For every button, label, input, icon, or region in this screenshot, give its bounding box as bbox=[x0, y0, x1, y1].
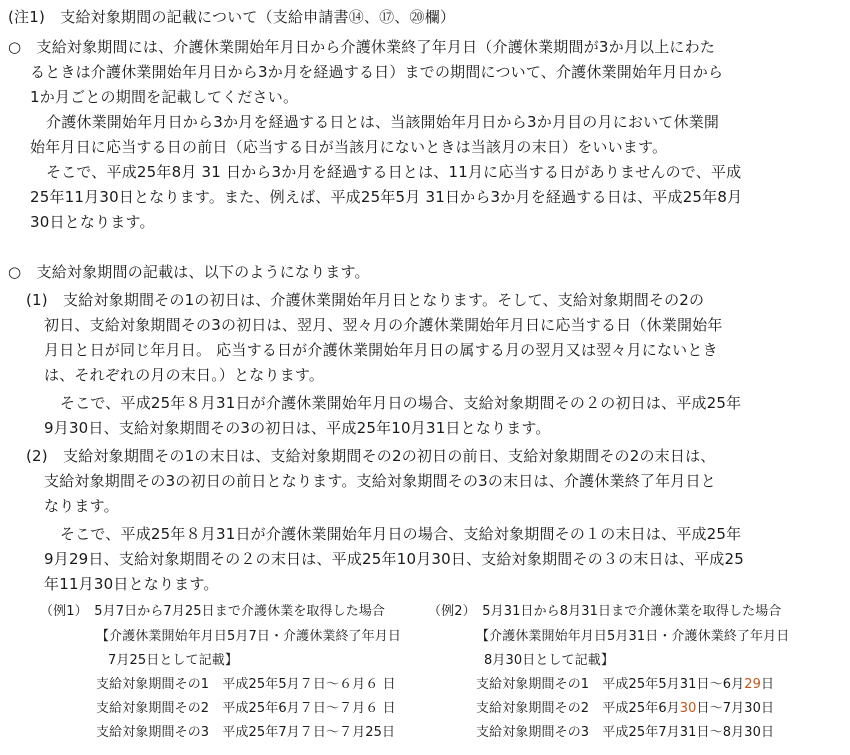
example1-bracket-line-2: 7月25日として記載】 bbox=[108, 653, 238, 668]
example2-heading: （例2） 5月31日から8月31日まで介護休業を取得した場合 bbox=[428, 604, 782, 619]
example1-row-1: 支給対象期間その1 平成25年5月７日～６月６ 日 bbox=[96, 677, 396, 692]
example2-row-1-highlight: 29 bbox=[744, 677, 761, 692]
example2-row-1-suffix: 日 bbox=[760, 677, 775, 692]
example2-row-1 bbox=[476, 676, 774, 694]
section1-line-3: 1か月ごとの期間を記載してください。 bbox=[30, 88, 299, 106]
example1-bracket-line-1: 【介護休業開始年月日5月7日・介護休業終了年月日 bbox=[96, 629, 401, 644]
example2-row-3-text: 支給対象期間その3 平成25年7月31日～8月30日 bbox=[476, 725, 775, 740]
section2-line-10: なります。 bbox=[44, 497, 119, 515]
example2-row-3 bbox=[476, 724, 774, 742]
section2-line-5: は、それぞれの月の末日。）となります。 bbox=[44, 366, 325, 384]
section2-line-8: (2) 支給対象期間その1の末日は、支給対象期間その2の初日の前日、支給対象期間その2の末日は、 bbox=[26, 447, 716, 465]
example2-bracket-line-2: 8月30日として記載】 bbox=[484, 653, 614, 668]
section2-line-3: 初日、支給対象期間その3の初日は、翌月、翌々月の介護休業開始年月日に応当する日（休業開始年 bbox=[44, 316, 723, 334]
section2-line-7: 9月30日、支給対象期間その3の初日は、平成25年10月31日となります。 bbox=[44, 419, 551, 437]
example2-row-2 bbox=[476, 700, 774, 718]
section2-line-11: そこで、平成25年８月31日が介護休業開始年月日の場合、支給対象期間その１の末日は、平成25年 bbox=[60, 525, 742, 543]
example1-heading: （例1） 5月7日から7月25日まで介護休業を取得した場合 bbox=[40, 604, 386, 619]
section2-line-4: 月日と日が同じ年月日。 応当する日が介護休業開始年月日の属する月の翌月又は翌々月にないとき bbox=[44, 341, 718, 359]
section2-line-12: 9月29日、支給対象期間その２の末日は、平成25年10月30日、支給対象期間その３の末日は、平成25 bbox=[44, 550, 744, 568]
section2-line-1: ○ 支給対象期間の記載は、以下のようになります。 bbox=[8, 263, 370, 281]
section1-line-1: ○ 支給対象期間には、介護休業開始年月日から介護休業終了年月日（介護休業期間が3か月以上にわた bbox=[8, 38, 716, 56]
example2-row-2-highlight: 30 bbox=[679, 701, 697, 716]
example2-bracket-line-1: 【介護休業開始年月日5月31日・介護休業終了年月日 bbox=[476, 629, 790, 644]
section1-line-2: るときは介護休業開始年月日から3か月を経過する日）までの期間について、介護休業開始年月日から bbox=[30, 63, 724, 81]
section2-line-13: 年11月30日となります。 bbox=[44, 575, 219, 593]
section2-line-6: そこで、平成25年８月31日が介護休業開始年月日の場合、支給対象期間その２の初日は、平成25年 bbox=[60, 394, 742, 412]
section2-line-2: (1) 支給対象期間その1の初日は、介護休業開始年月日となります。そして、支給対象期間その2の bbox=[26, 291, 705, 309]
example2-row-1-text: 支給対象期間その1 平成25年5月31日～6月 bbox=[476, 677, 745, 692]
section1-line-6: そこで、平成25年8月 31 日から3か月を経過する日とは、11月に応当する日がありませんので、平成 bbox=[46, 163, 742, 181]
section1-line-7: 25年11月30日となります。また、例えば、平成25年5月 31日から3か月を経過する日は、平成25年8月 bbox=[30, 188, 743, 206]
note-title: (注1) 支給対象期間の記載について（支給申請書⑭、⑰、⑳欄） bbox=[8, 8, 456, 26]
example2-row-2-text: 支給対象期間その2 平成25年6月 bbox=[476, 701, 680, 716]
section2-line-9: 支給対象期間その3の初日の前日となります。支給対象期間その3の末日は、介護休業終了年月日と bbox=[44, 472, 716, 490]
section1-line-5: 始年月日に応当する日の前日（応当する日が当該月にないときは当該月の末日）をいいます。 bbox=[30, 138, 668, 156]
example1-row-2: 支給対象期間その2 平成25年6月７日～７月６ 日 bbox=[96, 701, 396, 716]
example1-row-3: 支給対象期間その3 平成25年7月７日～７月25日 bbox=[96, 725, 396, 740]
section1-line-4: 介護休業開始年月日から3か月を経過する日とは、当該開始年月日から3か月目の月において休業開 bbox=[46, 113, 720, 131]
example2-row-2-suffix: 日～7月30日 bbox=[696, 701, 775, 716]
section1-line-8: 30日となります。 bbox=[30, 213, 155, 231]
